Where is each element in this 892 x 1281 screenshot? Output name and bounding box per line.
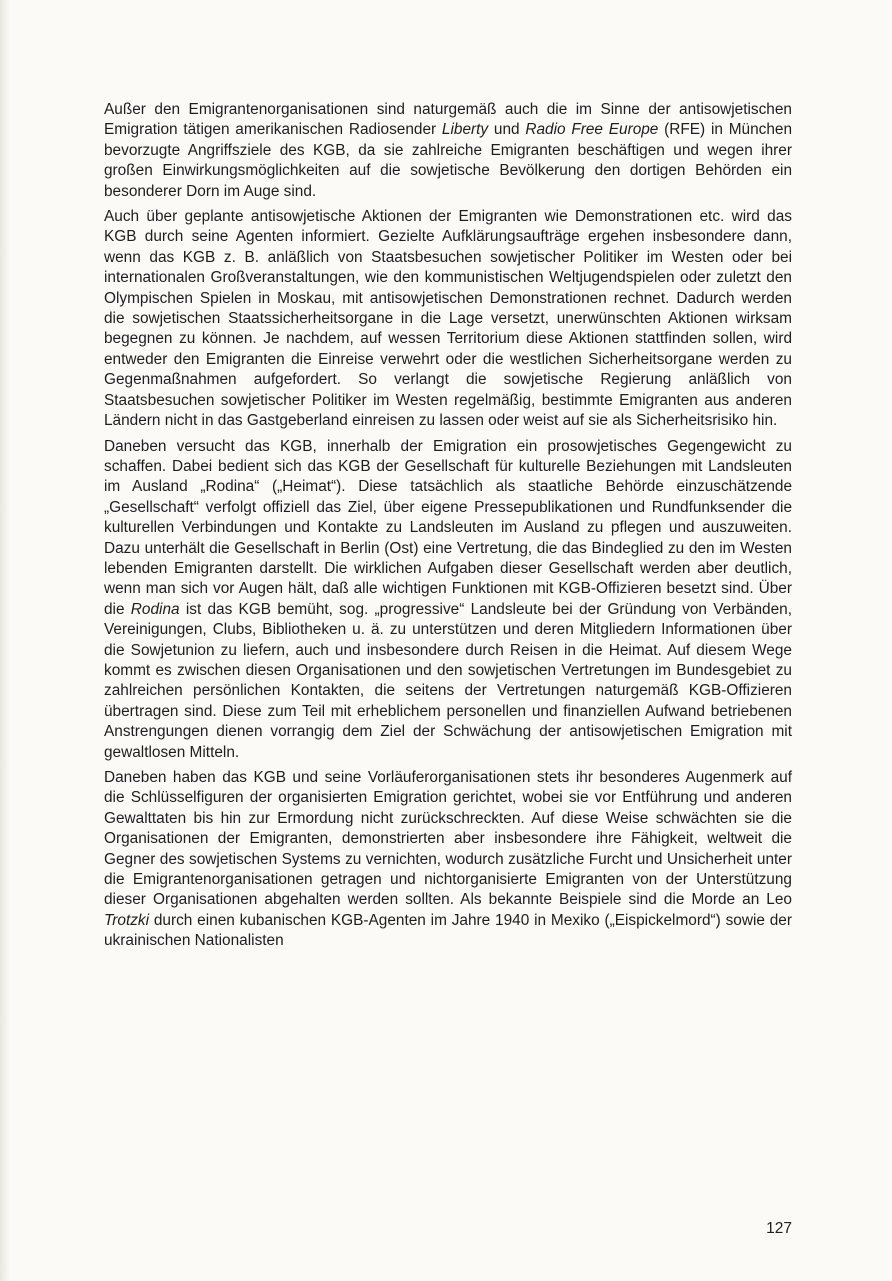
text-run: Daneben haben das KGB und seine Vorläuferorganisationen stets ihr besonderes Augenmerk auf die Schlüsselfiguren der organisierten Emigration gerichtet, wobei sie vor Entführung und anderen Gewalttaten bis hin zur Ermordung nicht zurückschreckten. Auf diese Weise schwächten sie die Organisationen der Emigranten, demonstrierten aber insbesondere ihre Fähigkeit, weltweit die Gegner des sowjetischen Systems zu vernichten, wodurch zusätzliche Furcht und Unsicherheit unter die Emigrantenorganisationen getragen und nichtorganisierte Emigranten von der Unterstützung dieser Organisationen abgehalten werden sollten. Als bekannte Beispiele sind die Morde an Leo	[104, 769, 792, 909]
text-run: Außer den Emigrantenorganisationen sind naturgemäß auch die im Sinne der antisowjetischen Emigration tätigen amerikanischen Radiosender	[104, 101, 792, 139]
page-edge-shadow	[0, 0, 10, 1281]
text-run: Daneben versucht das KGB, innerhalb der Emigration ein prosowjetisches Gegengewicht zu schaffen. Dabei bedient sich das KGB der Gesellschaft für kulturelle Beziehungen mit Landsleuten im Ausland „Rodina“ („Heimat“). Diese tatsächlich als staatliche Behörde einzuschätzende „Gesellschaft“ verfolgt offiziell das Ziel, über eigene Pressepublikationen und Rundfunksender die kulturellen Verbindungen und Kontakte zu Landsleuten im Ausland zu pflegen und auszuweiten. Dazu unterhält die Gesellschaft in Berlin (Ost) eine Vertretung, die das Bindeglied zu den im Westen lebenden Emigranten darstellt. Die wirklichen Aufgaben dieser Gesellschaft werden aber deutlich, wenn man sich vor Augen hält, daß alle wichtigen Funktionen mit KGB-Offizieren besetzt sind. Über die	[104, 437, 792, 618]
paragraph	[104, 207, 792, 431]
text-run: ist das KGB bemüht, sog. „progressive“ Landsleute bei der Gründung von Verbänden, Vereinigungen, Clubs, Bibliotheken u. ä. zu unterstützen und deren Mitgliedern Informationen über die Sowjetunion zu liefern, auch und insbesondere durch Reisen in die Heimat. Auf diesem Wege kommt es zwischen diesen Organisationen und den sowjetischen Vertretungen im Bundesgebiet zu zahlreichen persönlichen Kontakten, die seitens der Vertretungen naturgemäß KGB-Offizieren übertragen sind. Diese zum Teil mit erheblichem personellen und finanziellen Aufwand betriebenen Anstrengungen dienen vorrangig dem Ziel der Schwächung der antisowjetischen Emigration mit gewaltlosen Mitteln.	[104, 600, 792, 761]
italic-text: Rodina	[130, 600, 180, 618]
text-run: Auch über geplante antisowjetische Aktionen der Emigranten wie Demonstrationen etc. wird das KGB durch seine Agenten informiert. Gezielte Aufklärungsaufträge ergehen insbesondere dann, wenn das KGB z. B. anläßlich von Staatsbesuchen sowjetischer Politiker im Westen oder bei internationalen Großveranstaltungen, wie den kommunistischen Weltjugendspielen oder zuletzt den Olympischen Spielen in Moskau, mit antisowjetischen Demonstrationen rechnet. Dadurch werden die sowjetischen Staatssicherheitsorgane in die Lage versetzt, unerwünschten Aktionen wirksam begegnen zu können. Je nachdem, auf wessen Territorium diese Aktionen stattfinden sollen, wird entweder den Emigranten die Einreise verwehrt oder die westlichen Sicherheitsorgane werden zu Gegenmaßnahmen aufgefordert. So verlangt die sowjetische Regierung anläßlich von Staatsbesuchen sowjetischer Politiker im Westen regelmäßig, bestimmte Emigranten aus anderen Ländern nicht in das Gastgeberland einreisen zu lassen oder weist auf sie als Sicherheitsrisiko hin.	[104, 208, 792, 430]
text-run: durch einen kubanischen KGB-Agenten im Jahre 1940 in Mexiko („Eispickelmord“) sowie der ukrainischen Nationalisten	[104, 911, 792, 950]
text-run: (RFE) in München bevorzugte Angriffsziele des KGB, da sie zahlreiche Emigranten beschäftigen und wegen ihrer großen Einwirkungsmöglichkeiten auf die sowjetische Bevölkerung den dortigen Behörden ein besonderer Dorn im Auge sind.	[104, 121, 793, 200]
italic-text: Trotzki	[104, 911, 150, 929]
italic-text: Liberty	[441, 121, 489, 139]
paragraph	[104, 437, 792, 764]
italic-text: Radio Free Europe	[525, 121, 659, 139]
body-text	[104, 100, 792, 957]
text-run: und	[488, 121, 526, 139]
paragraph	[104, 100, 792, 202]
page-number: 127	[766, 1220, 792, 1237]
paragraph	[104, 768, 792, 952]
